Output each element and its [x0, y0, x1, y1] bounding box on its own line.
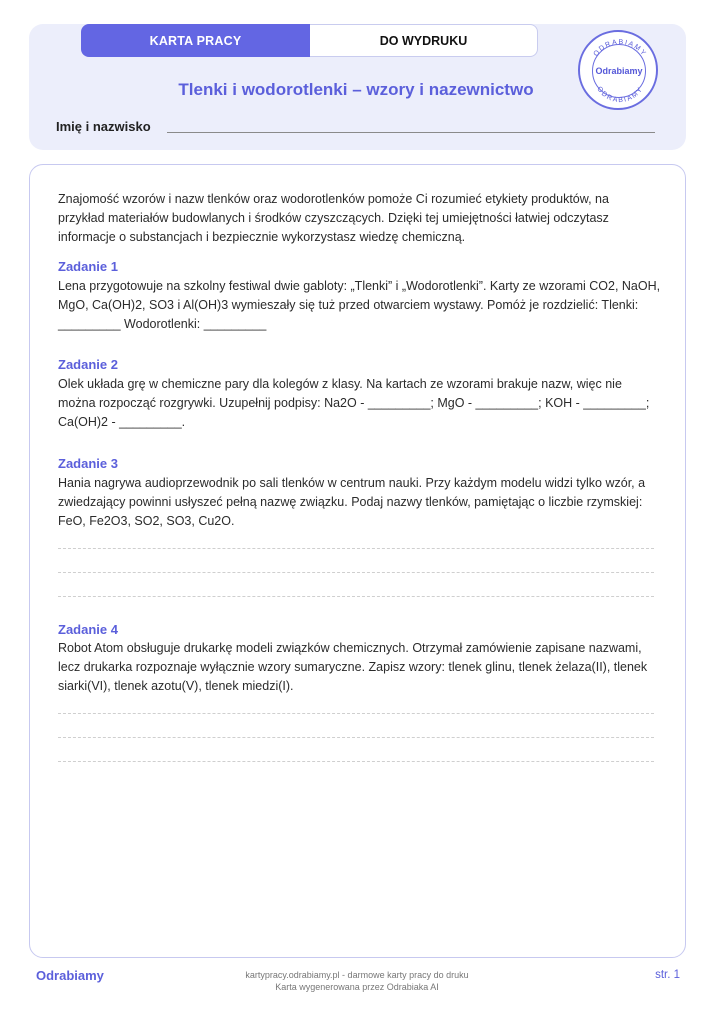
- task-4-title: Zadanie 4: [58, 622, 118, 637]
- tab-do-wydruku[interactable]: DO WYDRUKU: [310, 24, 538, 57]
- footer-site-link[interactable]: kartypracy.odrabiamy.pl - darmowe karty pracy do druku: [245, 970, 469, 980]
- name-input-line[interactable]: [167, 132, 655, 133]
- tab-karta-pracy[interactable]: KARTA PRACY: [81, 24, 310, 57]
- intro-paragraph: Znajomość wzorów i nazw tlenków oraz wodorotlenków pomoże Ci rozumieć etykiety produktów, na przykład materiałów budowlanych i środków czyszczących. Dzięki tej umiejętności łatwiej odczytasz informacje o substancjach i bezpiecznie wykorzystasz wiedzę chemiczną.: [58, 192, 609, 244]
- name-label: Imię i nazwisko: [56, 119, 151, 134]
- page-number: str. 1: [655, 969, 680, 981]
- task-4-text: Robot Atom obsługuje drukarkę modeli związków chemicznych. Otrzymał zamówienie zapisane nazwami, lecz drukarka rozpoznaje wyłącznie wzory sumaryczne. Zapisz wzory: tlenek glinu, tlenek żelaza(II), tlenek siarki(VI), tlenek azotu(V), tlenek miedzi(I).: [58, 641, 648, 693]
- answer-line[interactable]: [58, 761, 654, 762]
- footer-credits: [200, 969, 514, 993]
- odrabiamy-stamp-logo: [578, 30, 658, 110]
- worksheet-title: Tlenki i wodorotlenki – wzory i nazewnictwo: [178, 80, 534, 99]
- stamp-ring-top-text: ODRABIAMY: [592, 38, 648, 58]
- task-3-title: Zadanie 3: [58, 456, 118, 471]
- answer-line[interactable]: [58, 737, 654, 738]
- stamp-center: [592, 44, 646, 98]
- task-1-text: Lena przygotowuje na szkolny festiwal dwie gabloty: „Tlenki” i „Wodorotlenki”. Karty ze wzorami CO2, NaOH, MgO, Ca(OH)2, SO3 i Al(OH)3 wymieszały się tuż przed otwarciem wystawy. Pomóż je rozdzielić: Tlenki: _________ Wodorotlenki: _________: [58, 279, 661, 331]
- footer-generated-note: Karta wygenerowana przez Odrabiaka AI: [275, 982, 439, 992]
- task-2-title: Zadanie 2: [58, 357, 118, 372]
- task-1-title: Zadanie 1: [58, 259, 118, 274]
- answer-line[interactable]: [58, 572, 654, 573]
- stamp-center-label: Odrabiamy: [595, 66, 643, 76]
- task-3-text: Hania nagrywa audioprzewodnik po sali tlenków w centrum nauki. Przy każdym modelu widzi tylko wzór, a zwiedzający powinni usłyszeć pełną nazwę związku. Podaj nazwy tlenków, pamiętając o liczbie rzymskiej: FeO, Fe2O3, SO2, SO3, Cu2O.: [58, 476, 646, 528]
- answer-line[interactable]: [58, 713, 654, 714]
- answer-line[interactable]: [58, 548, 654, 549]
- stamp-ring-bottom-text: ODRABIAMY: [595, 85, 645, 105]
- answer-line[interactable]: [58, 596, 654, 597]
- footer-brand-logo: Odrabiamy: [36, 968, 104, 983]
- task-2-text: Olek układa grę w chemiczne pary dla kolegów z klasy. Na kartach ze wzorami brakuje nazw, więc nie można rozpocząć rozgrywki. Uzupełnij podpisy: Na2O - _________; MgO - _________; KOH - _________; Ca(OH)2 - _________.: [58, 377, 650, 429]
